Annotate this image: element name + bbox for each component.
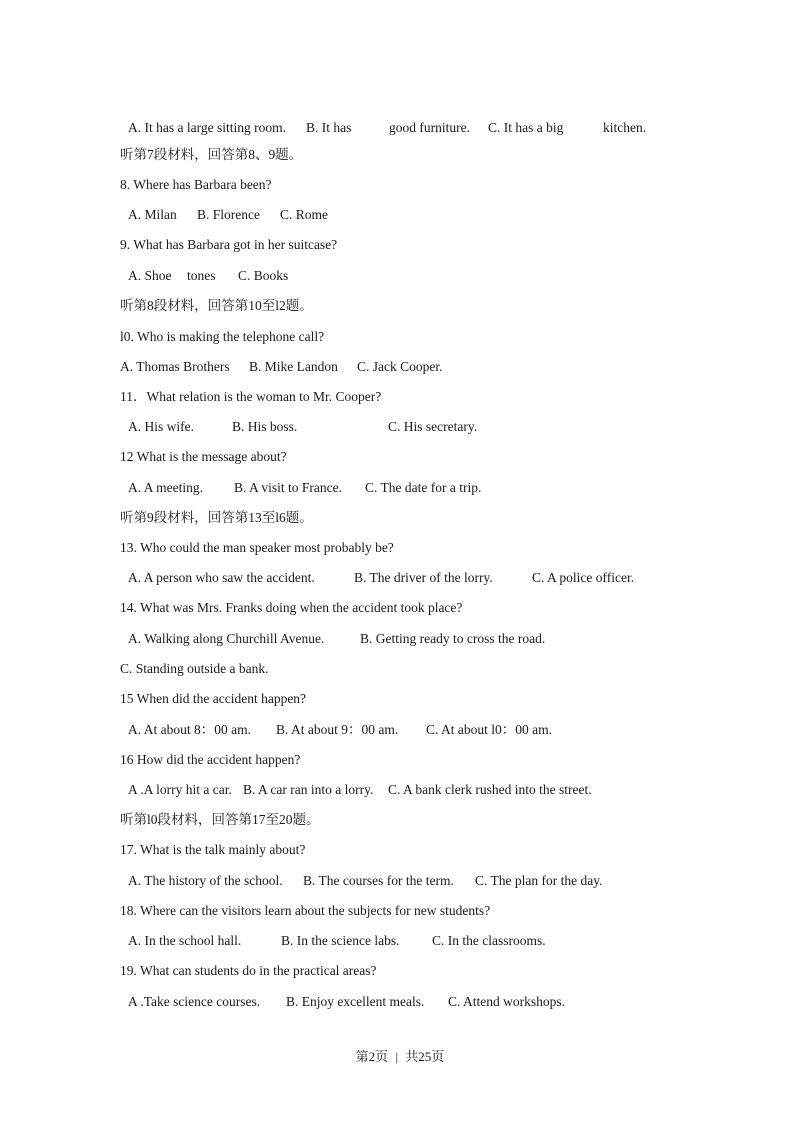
question-14: 14. What was Mrs. Franks doing when the accident took place? [120, 600, 463, 615]
q17-option-c: C. The plan for the day. [475, 873, 603, 888]
page-number: 第2页 [355, 1049, 389, 1064]
question-18: 18. Where can the visitors learn about the subjects for new students? [120, 903, 491, 918]
page-footer [0, 1048, 800, 1066]
section-header-9: 听第9段材料，回答第13至l6题。 [120, 510, 313, 525]
q19-option-b: B. Enjoy excellent meals. [286, 994, 425, 1009]
q15-option-c: C. At about l0：00 am. [426, 722, 552, 737]
q10-option-b: B. Mike Landon [249, 359, 338, 374]
q12-option-a: A. A meeting. [128, 480, 203, 495]
q10-option-a: A. Thomas Brothers [120, 359, 230, 374]
q17-option-b: B. The courses for the term. [303, 873, 454, 888]
question-8: 8. Where has Barbara been? [120, 177, 272, 192]
question-16: 16 How did the accident happen? [120, 752, 301, 767]
section-header-8: 听第8段材料，回答第10至l2题。 [120, 298, 313, 313]
question-9: 9. What has Barbara got in her suitcase? [120, 237, 338, 252]
q16-option-b: B. A car ran into a lorry. [243, 782, 374, 797]
q16-option-a: A .A lorry hit a car. [128, 782, 232, 797]
q9-option-c: C. Books [238, 268, 289, 283]
q11-option-c: C. His secretary. [388, 419, 478, 434]
question-10: l0. Who is making the telephone call? [120, 329, 325, 344]
q12-option-b: B. A visit to France. [234, 480, 342, 495]
q14-option-a: A. Walking along Churchill Avenue. [128, 631, 325, 646]
q14-option-c: C. Standing outside a bank. [120, 661, 269, 676]
q7-option-a: A. It has a large sitting room. [128, 120, 286, 135]
q13-option-a: A. A person who saw the accident. [128, 570, 315, 585]
q13-option-c: C. A police officer. [532, 570, 635, 585]
q9-option-b-fragment: tones [187, 268, 216, 283]
question-15: 15 When did the accident happen? [120, 691, 307, 706]
q18-option-c: C. In the classrooms. [432, 933, 546, 948]
q7-option-c-part1: C. It has a big [488, 120, 564, 135]
question-11: 11．What relation is the woman to Mr. Cooper? [120, 389, 382, 404]
q8-option-b: B. Florence [197, 207, 260, 222]
question-19: 19. What can students do in the practical areas? [120, 963, 377, 978]
q10-option-c: C. Jack Cooper. [357, 359, 443, 374]
q16-option-c: C. A bank clerk rushed into the street. [388, 782, 592, 797]
page-total: 共25页 [405, 1049, 445, 1064]
q7-option-b-part1: B. It has [306, 120, 352, 135]
q8-option-a: A. Milan [128, 207, 177, 222]
q15-option-b: B. At about 9：00 am. [276, 722, 399, 737]
q14-option-b: B. Getting ready to cross the road. [360, 631, 546, 646]
q7-option-b-part2: good furniture. [389, 120, 470, 135]
section-header-10: 听第l0段材料，回答第17至20题。 [120, 812, 320, 827]
q8-option-c: C. Rome [280, 207, 329, 222]
q19-option-c: C. Attend workshops. [448, 994, 566, 1009]
q11-option-b: B. His boss. [232, 419, 298, 434]
q18-option-a: A. In the school hall. [128, 933, 242, 948]
q11-option-a: A. His wife. [128, 419, 194, 434]
q17-option-a: A. The history of the school. [128, 873, 283, 888]
q7-option-c-part2: kitchen. [603, 120, 647, 135]
q9-option-a: A. Shoe [128, 268, 172, 283]
q13-option-b: B. The driver of the lorry. [354, 570, 493, 585]
q18-option-b: B. In the science labs. [281, 933, 400, 948]
q19-option-a: A .Take science courses. [128, 994, 261, 1009]
q15-option-a: A. At about 8：00 am. [128, 722, 251, 737]
footer-separator: | [395, 1049, 399, 1064]
question-13: 13. Who could the man speaker most probably be? [120, 540, 394, 555]
q12-option-c: C. The date for a trip. [365, 480, 482, 495]
question-17: 17. What is the talk mainly about? [120, 842, 306, 857]
section-header-7: 听第7段材料，回答第8、9题。 [120, 147, 303, 162]
question-12: 12 What is the message about? [120, 449, 287, 464]
